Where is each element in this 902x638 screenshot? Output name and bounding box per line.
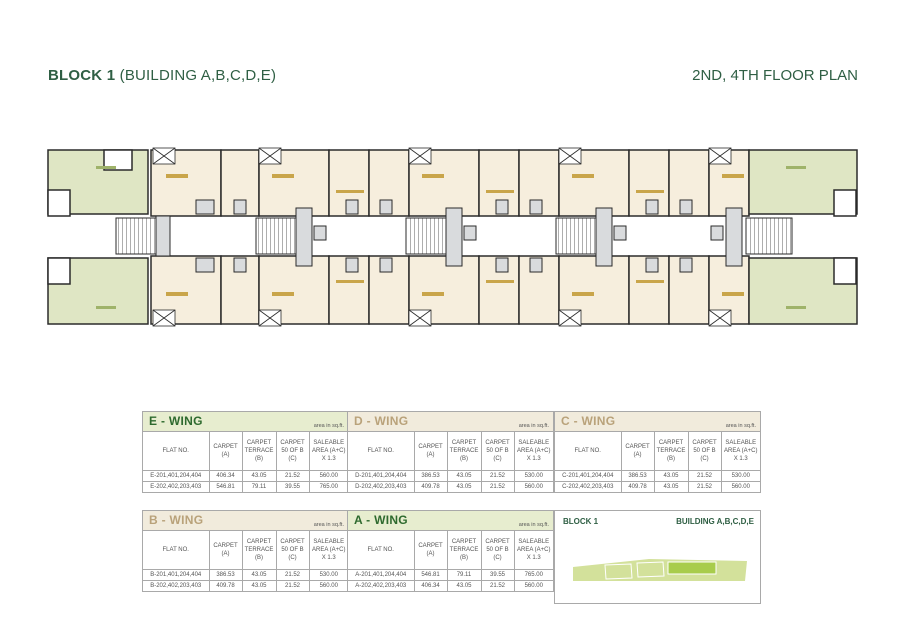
area-unit: area in sq.ft. [518, 522, 549, 528]
table-row: A-201,401,204,404 546.81 79.11 39.55 765.00 [348, 569, 553, 580]
col-flat-no: FLAT NO. [348, 531, 414, 569]
col-saleable-area: SALEABLE AREA (A+C) X 1.3 [514, 432, 553, 470]
table-row: C-202,402,203,403 409.78 43.05 21.52 560.00 [555, 481, 760, 492]
col-carpet: CARPET (A) [209, 432, 242, 470]
table-row: D-202,402,203,403 409.78 43.05 21.52 560.00 [348, 481, 553, 492]
block-title: BLOCK 1 [48, 67, 116, 84]
key-plan-site-map [569, 555, 749, 585]
c-wing-table [554, 411, 761, 493]
a-wing-table [347, 510, 554, 592]
col-carpet-50: CARPET 50 OF B (C) [276, 432, 309, 470]
floor-title: 2ND, 4TH FLOOR PLAN [692, 67, 858, 84]
col-carpet-terrace: CARPET TERRACE (B) [242, 531, 276, 569]
d-wing-table [347, 411, 554, 493]
wing-title: B - WING [149, 513, 204, 527]
area-unit: area in sq.ft. [725, 423, 756, 429]
e-wing-table [142, 411, 349, 493]
col-flat-no: FLAT NO. [143, 531, 209, 569]
col-carpet: CARPET (A) [209, 531, 242, 569]
wing-title: C - WING [561, 414, 616, 428]
building-list: (BUILDING A,B,C,D,E) [119, 67, 277, 84]
col-carpet-50: CARPET 50 OF B (C) [481, 432, 514, 470]
col-carpet-terrace: CARPET TERRACE (B) [242, 432, 276, 470]
table-row: E-201,401,204,404 406.34 43.05 21.52 560.00 [143, 470, 348, 481]
key-plan-building-title: BUILDING A,B,C,D,E [676, 517, 754, 526]
area-unit: area in sq.ft. [518, 423, 549, 429]
col-saleable-area: SALEABLE AREA (A+C) X 1.3 [721, 432, 760, 470]
b-wing-table [142, 510, 349, 592]
col-carpet: CARPET (A) [414, 531, 447, 569]
col-saleable-area: SALEABLE AREA (A+C) X 1.3 [309, 432, 348, 470]
key-plan-block-title: BLOCK 1 [563, 517, 599, 526]
col-saleable-area: SALEABLE AREA (A+C) X 1.3 [514, 531, 553, 569]
col-flat-no: FLAT NO. [143, 432, 209, 470]
page-title [48, 67, 276, 84]
col-carpet-50: CARPET 50 OF B (C) [481, 531, 514, 569]
area-unit: area in sq.ft. [313, 522, 344, 528]
table-row: D-201,401,204,404 386.53 43.05 21.52 530.00 [348, 470, 553, 481]
col-carpet-terrace: CARPET TERRACE (B) [654, 432, 688, 470]
table-row: B-201,401,204,404 386.53 43.05 21.52 530.00 [143, 569, 348, 580]
col-saleable-area: SALEABLE AREA (A+C) X 1.3 [309, 531, 348, 569]
area-unit: area in sq.ft. [313, 423, 344, 429]
table-row: A-202,402,203,403 406.34 43.05 21.52 560.00 [348, 580, 553, 591]
wing-title: D - WING [354, 414, 409, 428]
col-carpet-50: CARPET 50 OF B (C) [276, 531, 309, 569]
col-carpet-terrace: CARPET TERRACE (B) [447, 432, 481, 470]
table-row: E-202,402,203,403 546.81 79.11 39.55 765.00 [143, 481, 348, 492]
key-plan [554, 510, 761, 604]
wing-title: E - WING [149, 414, 203, 428]
col-flat-no: FLAT NO. [555, 432, 621, 470]
col-carpet: CARPET (A) [414, 432, 447, 470]
wing-title: A - WING [354, 513, 408, 527]
col-carpet-50: CARPET 50 OF B (C) [688, 432, 721, 470]
col-carpet-terrace: CARPET TERRACE (B) [447, 531, 481, 569]
col-carpet: CARPET (A) [621, 432, 654, 470]
table-row: C-201,401,204,404 386.53 43.05 21.52 530.00 [555, 470, 760, 481]
col-flat-no: FLAT NO. [348, 432, 414, 470]
floor-plan-drawing [46, 146, 859, 328]
table-row: B-202,402,203,403 409.78 43.05 21.52 560.00 [143, 580, 348, 591]
